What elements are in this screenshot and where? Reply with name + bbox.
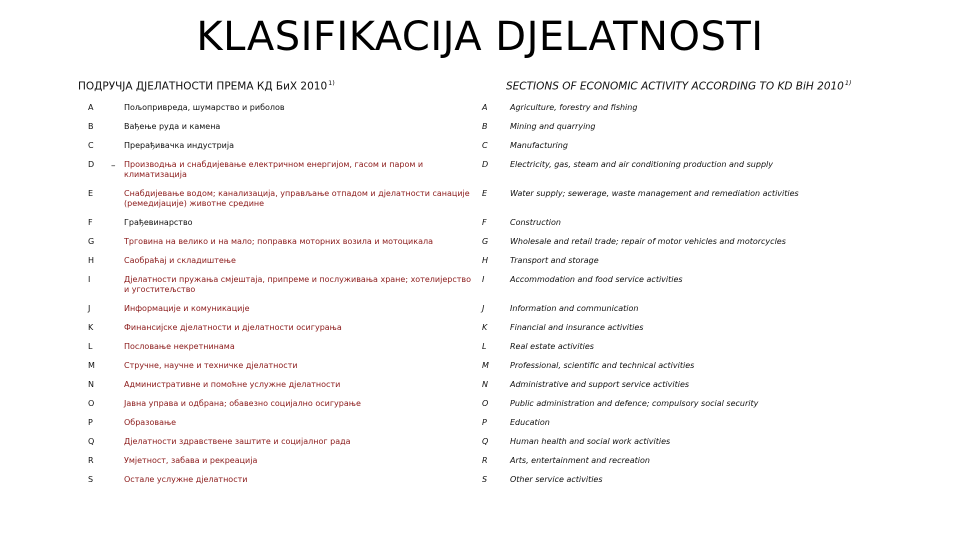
section-description-local: Грађевинарство	[124, 218, 193, 227]
section-code-english: N	[482, 380, 488, 389]
section-description-local: Дјелатности здравствене заштите и социјалног рада	[124, 437, 351, 446]
section-description-english: Water supply; sewerage, waste management and remediation activities	[510, 189, 799, 198]
section-description-local: Дјелатности пружања смјештаја, припреме и послуживања хране; хотелијерство и угоститељство	[124, 275, 471, 294]
section-code-english: F	[482, 218, 487, 227]
section-code: L	[88, 342, 93, 351]
section-code: M	[88, 361, 95, 370]
activity-table	[88, 94, 808, 485]
section-code-english: P	[482, 418, 487, 427]
section-code-english: C	[482, 141, 488, 150]
section-description-english: Information and communication	[510, 304, 639, 313]
section-description-local: Трговина на велико и на мало; поправка моторних возила и мотоцикала	[124, 237, 433, 246]
section-description-local: Стручне, научне и техничке дјелатности	[124, 361, 298, 370]
table-row	[88, 390, 808, 409]
section-code-english: D	[482, 160, 489, 169]
table-row	[88, 266, 808, 295]
table-row	[88, 428, 808, 447]
section-description-english: Agriculture, forestry and fishing	[510, 103, 638, 112]
section-code-english: M	[482, 361, 489, 370]
section-code-english: L	[482, 342, 487, 351]
section-code-english: B	[482, 122, 488, 131]
section-code-english: H	[482, 256, 489, 265]
section-code: S	[88, 475, 94, 484]
section-description-english: Real estate activities	[510, 342, 594, 351]
section-description-english: Public administration and defence; compulsory social security	[510, 399, 759, 408]
table-row	[88, 132, 808, 151]
section-code: J	[88, 304, 91, 313]
footnote-mark-local: 1)	[328, 79, 335, 87]
section-description-english: Financial and insurance activities	[510, 323, 644, 332]
section-description-local: Пословање некретнинама	[124, 342, 235, 351]
table-row	[88, 295, 808, 314]
section-description-english: Human health and social work activities	[510, 437, 671, 446]
table-row	[88, 352, 808, 371]
page-title: KLASIFIKACIJA DJELATNOSTI	[196, 14, 764, 60]
table-row	[88, 228, 808, 247]
section-description-english: Manufacturing	[510, 141, 568, 150]
table-row	[88, 151, 808, 180]
header-english-label: SECTIONS OF ECONOMIC ACTIVITY ACCORDING TO KD BiH 2010	[506, 80, 844, 93]
section-code: R	[88, 456, 94, 465]
section-code-english: S	[482, 475, 488, 484]
section-description-local: Умјетност, забава и рекреација	[124, 456, 258, 465]
section-code-english: K	[482, 323, 488, 332]
section-description-local: Информације и комуникације	[124, 304, 250, 313]
footnote-mark-english: 1)	[844, 79, 852, 87]
section-code: I	[88, 275, 91, 284]
header-english	[506, 79, 852, 93]
section-description-local: Производња и снабдијевање електричном енергијом, гасом и паром и климатизација	[124, 160, 424, 179]
section-code: B	[88, 122, 94, 131]
section-description-local: Саобраћај и складиштење	[124, 256, 236, 265]
section-description-local: Образовање	[124, 418, 177, 427]
section-description-english: Electricity, gas, steam and air conditioning production and supply	[510, 160, 773, 169]
section-description-local: Финансијске дјелатности и дјелатности осигурања	[124, 323, 342, 332]
section-description-english: Transport and storage	[510, 256, 599, 265]
section-description-local: Прерађивачка индустрија	[124, 141, 234, 150]
section-description-english: Professional, scientific and technical activities	[510, 361, 695, 370]
section-code-english: A	[482, 103, 488, 112]
section-description-local: Пољопривреда, шумарство и риболов	[124, 103, 285, 112]
table-row	[88, 209, 808, 228]
table-row	[88, 333, 808, 352]
table-row	[88, 409, 808, 428]
section-code-english: E	[482, 189, 488, 198]
section-description-local: Административне и помоћне услужне дјелатности	[124, 380, 341, 389]
section-code: P	[88, 418, 93, 427]
section-code: F	[88, 218, 93, 227]
section-code: E	[88, 189, 94, 198]
section-description-local: Јавна управа и одбрана; обавезно социјално осигурање	[124, 399, 361, 408]
section-code-english: Q	[482, 437, 489, 446]
section-code-english: O	[482, 399, 489, 408]
section-description-english: Mining and quarrying	[510, 122, 596, 131]
table-row	[88, 447, 808, 466]
section-description-english: Administrative and support service activities	[510, 380, 690, 389]
section-description-local: Остале услужне дјелатности	[124, 475, 248, 484]
section-description-english: Accommodation and food service activities	[510, 275, 683, 284]
section-description-local: Снабдијевање водом; канализација, управљање отпадом и дјелатности санације (ремедијације) животне средине	[124, 189, 470, 208]
section-description-english: Arts, entertainment and recreation	[510, 456, 650, 465]
section-code-english: J	[482, 304, 485, 313]
section-description-local: Вађење руда и камена	[124, 122, 221, 131]
section-description-english: Other service activities	[510, 475, 603, 484]
table-row	[88, 371, 808, 390]
table-row	[88, 314, 808, 333]
section-code: D	[88, 160, 95, 169]
section-code-english: R	[482, 456, 488, 465]
section-code-english: I	[482, 275, 485, 284]
header-local-label: ПОДРУЧЈА ДЈЕЛАТНОСТИ ПРЕМА КД БиХ 2010	[78, 80, 328, 93]
section-code: H	[88, 256, 95, 265]
section-code: C	[88, 141, 94, 150]
table-row	[88, 247, 808, 266]
header-local	[78, 79, 335, 93]
table-row	[88, 94, 808, 113]
table-row	[88, 180, 808, 209]
section-code: K	[88, 323, 94, 332]
section-code: G	[88, 237, 95, 246]
section-code: N	[88, 380, 94, 389]
section-code: A	[88, 103, 94, 112]
section-code-english: G	[482, 237, 489, 246]
section-description-english: Wholesale and retail trade; repair of motor vehicles and motorcycles	[510, 237, 786, 246]
section-code: Q	[88, 437, 95, 446]
table-row	[88, 466, 808, 485]
section-description-english: Construction	[510, 218, 561, 227]
dash-marker: –	[111, 161, 116, 171]
section-code: O	[88, 399, 95, 408]
section-description-english: Education	[510, 418, 550, 427]
table-row	[88, 113, 808, 132]
